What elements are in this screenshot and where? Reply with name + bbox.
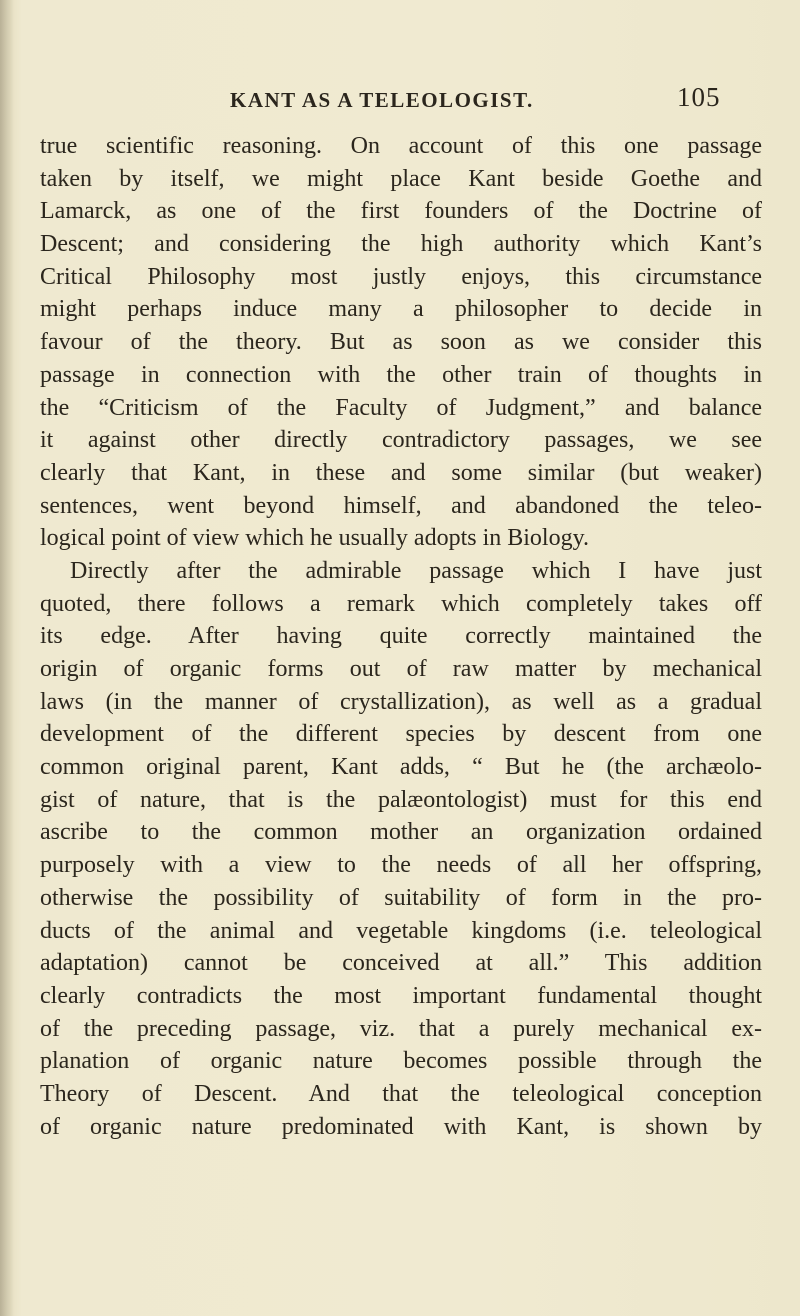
text-line: its edge. After having quite correctly maintained the (40, 623, 762, 650)
text-line: origin of organic forms out of raw matter by mechanical (40, 656, 762, 682)
text-line: quoted, there follows a remark which completely takes off (40, 590, 762, 617)
text-line: ducts of the animal and vegetable kingdoms (i.e. teleological (40, 917, 762, 944)
text-line: Theory of Descent. And that the teleological conception (40, 1080, 762, 1107)
text-line: Critical Philosophy most justly enjoys, this circumstance (40, 263, 762, 290)
text-line: otherwise the possibility of suitability of form in the pro- (40, 884, 762, 911)
text-line: favour of the theory. But as soon as we consider this (40, 329, 762, 356)
text-line: Lamarck, as one of the first founders of the Doctrine of (40, 198, 762, 225)
text-line: might perhaps induce many a philosopher to decide in (40, 296, 762, 323)
text-line: taken by itself, we might place Kant beside Goethe and (40, 165, 762, 192)
text-line: Directly after the admirable passage which I have just (70, 557, 762, 584)
text-line: clearly that Kant, in these and some similar (but weaker) (40, 459, 762, 486)
text-line: purposely with a view to the needs of all her offspring, (40, 852, 762, 879)
text-line: true scientific reasoning. On account of this one passage (40, 133, 762, 159)
text-line: Descent; and considering the high authority which Kant’s (40, 231, 762, 258)
text-line: the “Criticism of the Faculty of Judgment,” and balance (40, 394, 762, 421)
page-number: 105 (677, 82, 721, 112)
running-head (0, 80, 800, 120)
text-line: development of the different species by descent from one (40, 721, 762, 748)
text-line: of the preceding passage, viz. that a purely mechanical ex- (40, 1015, 762, 1042)
text-line: clearly contradicts the most important fundamental thought (40, 982, 762, 1009)
text-line: gist of nature, that is the palæontologist) must for this end (40, 786, 762, 813)
page-gutter-shadow (0, 0, 14, 1316)
running-head-title: KANT AS A TELEOLOGIST. (230, 88, 534, 112)
text-line: common original parent, Kant adds, “ But he (the archæolo- (40, 754, 762, 781)
text-line: logical point of view which he usually adopts in Biology. (40, 525, 590, 552)
text-line: ascribe to the common mother an organization ordained (40, 819, 762, 846)
text-line: planation of organic nature becomes possible through the (40, 1048, 762, 1075)
text-line: laws (in the manner of crystallization), as well as a gradual (40, 688, 762, 715)
text-line: passage in connection with the other train of thoughts in (40, 361, 762, 388)
text-line: adaptation) cannot be conceived at all.” This addition (40, 950, 762, 977)
text-line: it against other directly contradictory passages, we see (40, 427, 762, 454)
body-text (40, 130, 762, 1143)
text-line: of organic nature predominated with Kant, is shown by (40, 1113, 762, 1140)
text-line: sentences, went beyond himself, and abandoned the teleo- (40, 492, 762, 519)
